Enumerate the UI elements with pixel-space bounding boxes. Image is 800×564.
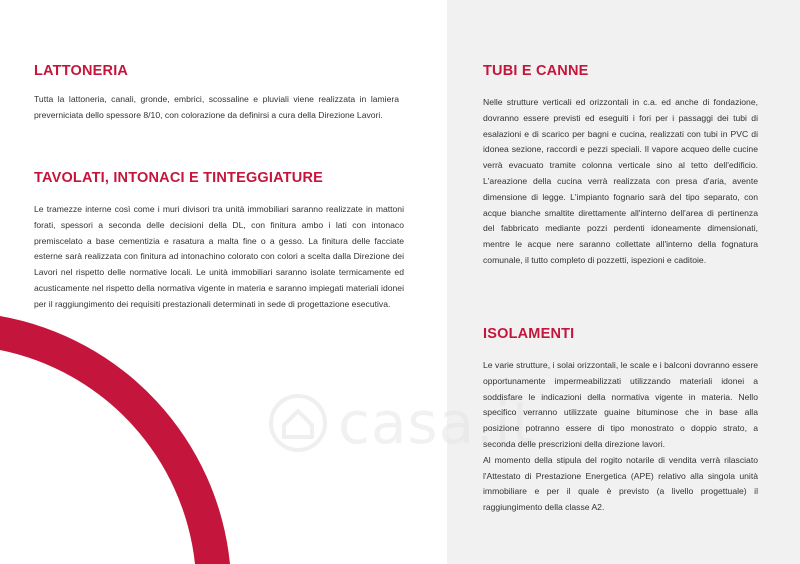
section-title: LATTONERIA [34,63,129,79]
section-title: TAVOLATI, INTONACI E TINTEGGIATURE [34,170,324,186]
section-lattoneria [34,63,399,124]
section-isolamenti [483,326,758,516]
section-title: ISOLAMENTI [483,326,575,342]
section-body: Tutta la lattoneria, canali, gronde, embrici, scossaline e pluviali viene realizzata in lamiera preverniciata dello spessore 8/10, con colorazione da definirsi a cura della Direzione Lavori. [34,94,399,120]
watermark-text: casa.it [338,389,536,457]
section-body: Le varie strutture, i solai orizzontali, le scale e i balconi dovranno essere opportunamente impermeabilizzati utilizzando materiali idonei a soddisfare le indicazioni della normativa vigente in materia. Nello specifico verranno utilizzate guaine bituminose che in base alla posizione potranno essere di tipo monostrato o doppio strato, a seconda delle prescrizioni della direzione lavori. [483,360,758,449]
section-tubi-e-canne [483,63,758,269]
section-body: Le tramezze interne così come i muri divisori tra unità immobiliari saranno realizzate in mattoni forati, spessori a seconda delle decisioni della DL, con finitura ambo i lati con intonaco premiscelato a base cementizia e rasatura a malta fine o a gesso. La finitura delle facciate esterne sarà realizzata con finitura ad intonachino colorato con colori a scelta dalla Direzione dei Lavori nel rispetto delle normative locali. Le unità immobiliari saranno isolate termicamente ed acusticamente nel rispetto della normativa vigente in materia e saranno impiegati materiali idonei per il raggiungimento dei requisiti prestazionali determinati in sede di progettazione esecutiva. [34,204,404,309]
section-body: Nelle strutture verticali ed orizzontali in c.a. ed anche di fondazione, dovranno essere previsti ed eseguiti i fori per i passaggi dei tubi di esalazioni e di scarico per bagni e cucina, realizzati con tubi in PVC di idonea sezione, raccordi e pezzi speciali. Il vapore acqueo delle cucine verrà evacuato tramite colonna verticale sino al tetto dell'edificio. L'areazione della cucina verrà realizzata con presa d'aria, avente dimensione di legge. L'impianto fognario sarà del tipo separato, con acque bianche smaltite direttamente all'interno dell'area di pertinenza del fabbricato mediante pozzi perdenti idoneamente dimensionati, mentre le acque nere saranno collettate all'interno della fognatura comunale, il tutto completo di pozzetti, ispezioni e caditoie. [483,97,758,265]
section-tavolati [34,170,404,313]
section-title: TUBI E CANNE [483,63,589,79]
section-body-ape: Al momento della stipula del rogito notarile di vendita verrà rilasciato l'Attestato di Prestazione Energetica (APE) relativo alla singola unità immobiliare e per il quale è previsto (a livello progettuale) il raggiungimento della classe A2. [483,454,758,513]
